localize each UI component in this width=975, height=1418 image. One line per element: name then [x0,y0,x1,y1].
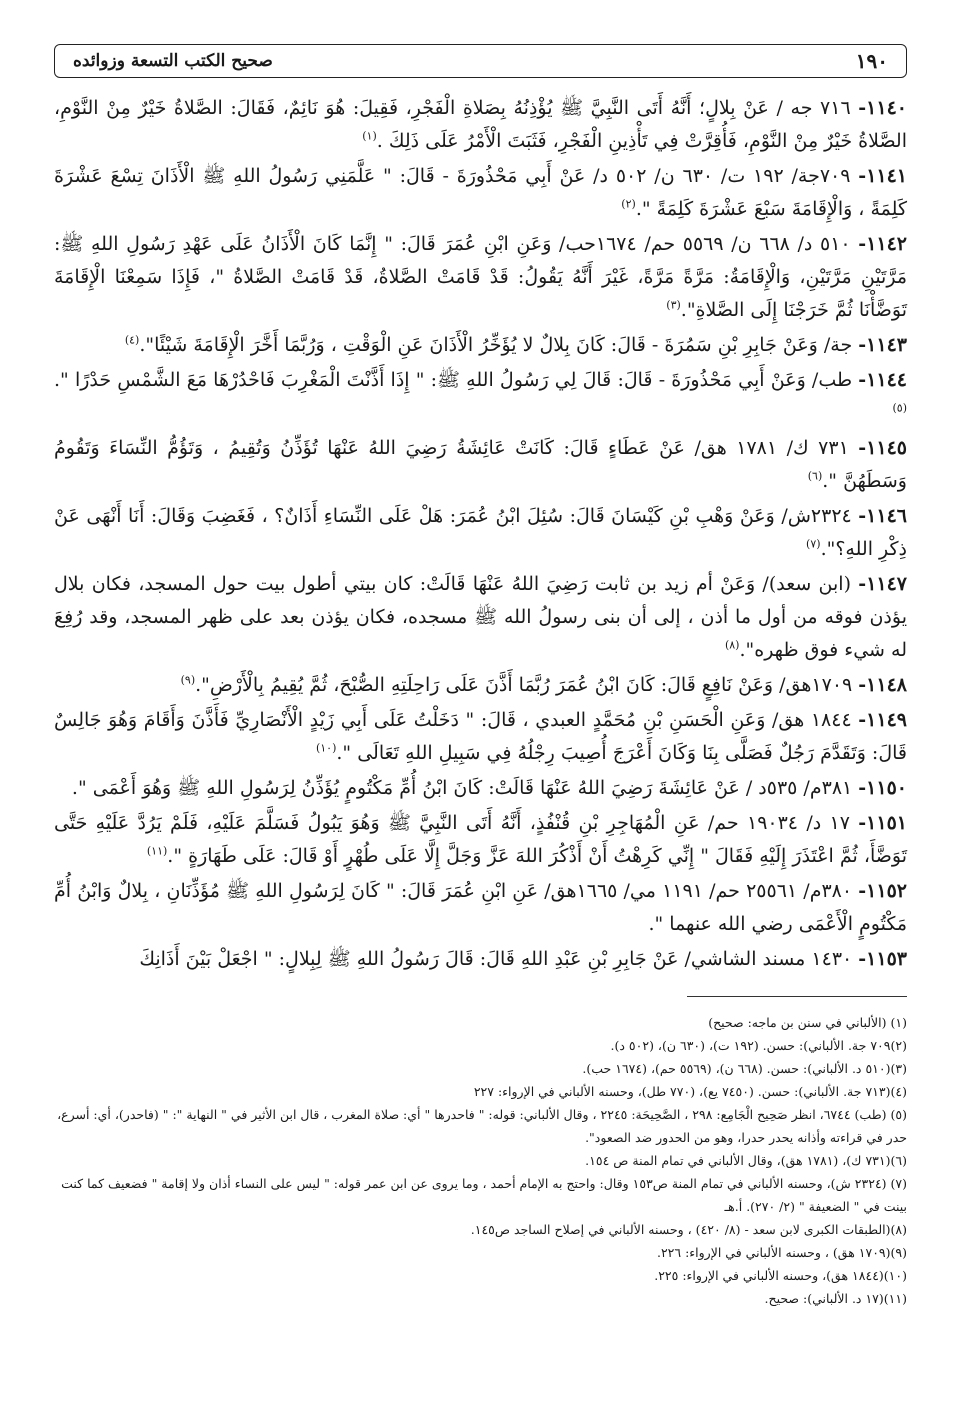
footnote-ref: (٦) [807,469,823,483]
footnote: (٢)٧٠٩ جة. الألباني): حسن. (١٩٢ ت)، (٦٣٠ ن)، (٥٠٢ د). [610,1038,907,1053]
hadith-number: ١١٤٦- [858,505,907,527]
hadith-entry [54,364,907,430]
footnote: (٤)(٧١٣ جة. الألباني): حسن. (٧٤٥٠ يع)، (٧٧٠ طل)، وحسنه الألباني في الإرواء: ٢٢٧ [473,1084,907,1099]
footnote: (١١)(١٧ د. الألباني): صحيح. [764,1291,907,1306]
hadith-number: ١١٥٢- [858,880,907,902]
footnote: (٣)(٥١٠ د. الألباني): حسن. (٦٦٨ ن)، (٥٥٦٩ حم)، (١٦٧٤ حب). [582,1061,907,1076]
hadith-text: (ابن سعد)/ وَعَنْ أم زيد بن ثابت رَضِيَ اللهُ عَنْهَا قَالَتْ: كان بيتي أطول بيت حول المسجد، فكان بلال يؤذن فوقه من أول ما أذن ، إلى أن بنى رسولُ الله ﷺ مسجده، فكان يؤذن بعد على ظهر المسجد، وقد رُفِعَ له شيء فوق ظهره". [54,573,907,661]
footnote: (٩)(١٧٠٩ هق) ، وحسنه الألباني في الإرواء: ٢٢٦. [656,1245,907,1260]
hadith-text: ٧١٦ جه / عَنْ بِلالٍ؛ أَنَّهُ أَتَى النَّبِيَّ ﷺ يُؤْذِنُهُ بِصَلاةِ الْفَجْرِ، فَقِيلَ: هُوَ نَائِمٌ، فَقَالَ: الصَّلاةُ خَيْرٌ مِنْ النَّوْمِ، الصَّلاةُ خَيْرٌ مِنْ النَّوْمِ، فَأُقِرَّتْ فِي تَأْذِينِ الْفَجْرِ، فَثَبَتَ الْأَمْرُ عَلَى ذَلِكَ . [54,97,907,152]
hadith-entry [54,669,907,702]
hadith-text: ١٧٠٩هق/ وَعَنْ نَافِعٍ قَالَ: كَانَ ابْنُ عُمَرَ رُبَّمَا أَذَّنَ عَلَى رَاحِلَتِهِ الصُّبْحَ، ثُمَّ يُقِيمُ بِالْأَرْضِ". [195,674,853,696]
hadith-number: ١١٤٧- [858,573,908,595]
footnote: (٨)(الطبقات الكبرى لابن سعد - (٨/ ٤٢٠) ، وحسنه الألباني في إصلاح الساجد ص١٤٥. [470,1222,907,1237]
footnote-ref: (٧) [806,537,821,551]
hadith-text: ٢٣٢٤ش/ وَعَنْ وَهْبِ بْنِ كَيْسَانَ قَالَ: سُئِلَ ابْنُ عُمَرَ: هَلْ عَلَى النِّسَاءِ أَذَانٌ؟ ، فَغَضِبَ وَقَالَ: أَنَا أَنْهَى عَنْ ذِكْرِ اللهِ؟". [54,505,907,560]
hadith-text: ٣٨٠م/ ٢٥٥٦١ حم/ ١١٩١ مي/ ١٦٦٥هق/ عَنِ ابْنِ عُمَرَ قَالَ: " كَانَ لِرَسُولِ اللهِ ﷺ مُؤَذِّنَانِ ، بِلالٌ وَابْنُ أُمِّ مَكْتُومٍ الْأَعْمَى رضي الله عنهما ". [54,880,907,935]
footnote-ref: (٣) [666,298,681,312]
hadith-number: ١١٥٣- [858,948,907,970]
hadith-text: ١٨٤٤ هق/ وَعَنِ الْحَسَنِ بْنِ مُحَمَّدٍ العبدي ، قَالَ: " دَخَلْتُ عَلَى أَبِي زَيْدٍ الْأَنْصَارِيِّ فَأَذَّنَ وَأَقَامَ وَهُوَ جَالِسٌ قَالَ: وَتَقَدَّمَ رَجُلٌ فَصَلَّى بِنَا وَكَانَ أَعْرَجَ أُصِيبَ رِجْلُهُ فِي سَبِيلِ اللهِ تَعَالَى ". [54,709,907,764]
hadith-text: ٧٠٩جة/ ١٩٢ ت/ ٦٣٠ ن/ ٥٠٢ د/ عَنْ أَبِي مَحْذُورَةَ - قَالَ: " عَلَّمَنِي رَسُولُ اللهِ ﷺ الْأَذَانَ تِسْعَ عَشْرَةَ كَلِمَةً ، وَالْإِقَامَةَ سَبْعَ عَشْرَةَ كَلِمَةً ". [54,165,907,220]
hadith-entry [54,943,907,976]
hadith-number: ١١٥١- [858,812,907,834]
hadith-text: ١٧ د/ ١٩٠٣٤ حم/ عَنِ الْمُهَاجِرِ بْنِ قُنْفُذٍ، أَنَّهُ أَتَى النَّبِيَّ ﷺ وَهُوَ يَبُولُ فَسَلَّمَ عَلَيْهِ، فَلَمْ يَرُدَّ عَلَيْهِ حَتَّى تَوَضَّأَ، ثُمَّ اعْتَذَرَ إِلَيْهِ فَقَالَ " إِنِّي كَرِهْتُ أَنْ أَذْكُرَ اللهَ عَزَّ وَجَلَّ إِلَّا عَلَى طُهْرٍ أَوْ قَالَ: عَلَى طَهَارَةٍ ". [54,812,907,867]
hadith-number: ١١٤٨- [858,674,907,696]
footnote: (٦)(٧٣١ ك)، (١٧٨١ هق)، وقال الألباني في تمام المنة ص ١٥٤. [585,1153,907,1168]
hadith-entry [54,500,907,566]
hadith-entry [54,92,907,158]
footnote-ref: (١٠) [315,741,337,755]
book-title: صحيح الكتب التسعة وزوائده [73,51,273,71]
hadith-entry [54,772,907,805]
hadith-number: ١١٤٩- [858,709,907,731]
page-header [54,44,907,78]
footnote: (٧) (٢٣٢٤ ش)، وحسنه الألباني في تمام المنة ص١٥٣ وقال: واحتج به الإمام أحمد ، وما يروى عن ابن عمر قوله: " ليس على النساء أذان ولا إقامة " فضعيف كما كنت بينت في " الضعيفة " (٢/ ٢٧٠). أ.هـ [61,1176,907,1214]
hadith-number: ١١٥٠- [858,777,907,799]
hadith-entry [54,329,907,362]
hadith-entry [54,160,907,226]
hadith-text: ٣٨١م/ ٥٣٥د / عَنْ عَائِشَةَ رَضِيَ اللهُ عَنْهَا قَالَتْ: كَانَ ابْنُ أُمِّ مَكْتُومٍ يُؤَذِّنُ لِرَسُولِ اللهِ ﷺ وَهُوَ أَعْمَى ". [71,777,853,799]
hadith-entry [54,568,907,667]
footnote-ref: (١١) [146,844,168,858]
footnote-ref: (١) [362,129,377,143]
footnote-ref: (٩) [180,673,196,687]
hadith-number: ١١٤٥- [858,437,908,459]
hadith-entry [54,432,907,498]
hadith-text: ٧٣١ ك/ ١٧٨١ هق/ عَنْ عَطَاءٍ قَالَ: كَانَتْ عَائِشَةُ رَضِيَ اللهُ عَنْهَا تُؤَذِّنُ وَتُقِيمُ ، وَتَؤُمُّ النِّسَاءَ وَتَقُومُ وَسَطَهُنَّ ". [54,437,907,492]
hadith-number: ١١٤٣- [858,334,907,356]
hadith-number: ١١٤٢- [858,233,908,255]
hadith-entry [54,704,907,770]
hadith-entry [54,807,907,873]
hadith-text: ٥١٠ د/ ٦٦٨ ن/ ٥٥٦٩ حم/ ١٦٧٤حب/ وَعَنِ ابْنِ عُمَرَ قَالَ: " إِنَّمَا كَانَ الْأَذَانُ عَلَى عَهْدِ رَسُولِ اللهِ ﷺ: مَرَّتَيْنِ مَرَّتَيْنِ، وَالْإِقَامَةُ: مَرَّةً مَرَّةً، غَيْرَ أَنَّهُ يَقُولُ: قَدْ قَامَتْ الصَّلاةُ، قَدْ قَامَتْ الصَّلاةُ "، فَإِذَا سَمِعْنَا الْإِقَامَةَ تَوَضَّأْنَا ثُمَّ خَرَجْنَا إِلَى الصَّلاةِ". [54,233,907,321]
hadith-entry [54,228,907,327]
page [54,44,907,1384]
footnote-ref: (٤) [124,333,140,347]
hadith-text: طب/ وَعَنْ أَبِي مَحْذُورَةَ - قَالَ: قَالَ لِي رَسُولُ اللهِ ﷺ: " إِذَا أَذَّنْتَ الْمَغْرِبَ فَاحْدُرْهَا مَعَ الشَّمْسِ حَدْرًا ". [54,369,853,391]
hadith-list [54,92,907,976]
footnote: (٥) (طب) ٦٧٤٤، انظر صَحِيح الْجَامِع: ٢٩٨ ، الصَّحِيحَة: ٢٢٤٥ ، وقال الألباني: قوله: " فاحدرها " أي: صلاة المغرب ، قال ابن الأثير في " النهاية ": " (فاحدر)، أي: أسرع، حدر في قراءته وأذانه يحدر حدرا، وهو من الحدور ضد الصعود". [57,1107,907,1145]
hadith-text: جة/ وَعَنْ جَابِرِ بْنِ سَمُرَةَ - قَالَ: كَانَ بِلالٌ لا يُؤَخِّرُ الْأَذَانَ عَنِ الْوَقْتِ ، وَرُبَّمَا أَخَّرَ الْإِقَامَةَ شَيْئًا". [139,334,853,356]
footnote-divider [687,996,907,997]
footnotes [54,1011,907,1310]
footnote: (١٠)(١٨٤٤ هق)، وحسنه الألباني في الإرواء: ٢٢٥. [654,1268,907,1283]
hadith-number: ١١٤٠- [858,97,907,119]
hadith-entry [54,875,907,941]
hadith-number: ١١٤١- [858,165,908,187]
hadith-text: ١٤٣٠ مسند الشاشي/ عَنْ جَابِرِ بْنِ عَبْدِ اللهِ قَالَ: قَالَ رَسُولُ اللهِ ﷺ لِبِلالٍ: " اجْعَلْ بَيْنَ أَذَانِكَ [139,948,853,970]
footnote-ref: (٥) [892,401,907,415]
footnote: (١) (الألباني في سنن بن ماجه: صحيح) [708,1015,907,1030]
page-number: ١٩٠ [855,49,888,73]
hadith-number: ١١٤٤- [858,369,908,391]
footnote-ref: (٢) [621,197,636,211]
footnote-ref: (٨) [724,638,740,652]
